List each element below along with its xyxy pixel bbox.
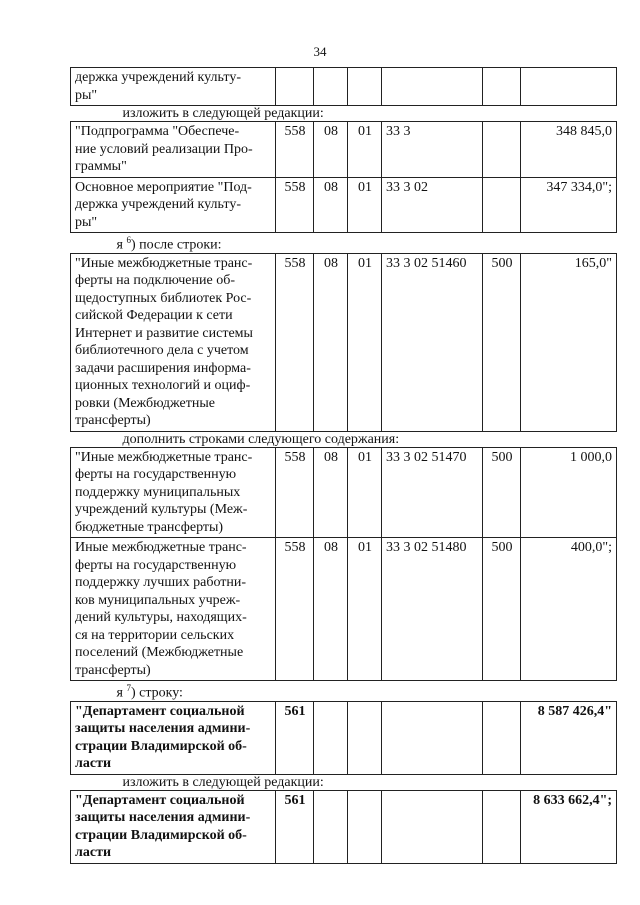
row-name-cell: "Департамент социальной защиты населения админи- страции Владимирской об- ласти xyxy=(71,790,276,863)
sum-cell: 400,0"; xyxy=(521,538,617,681)
pr-cell xyxy=(348,68,382,106)
instruction-text: изложить в следующей редакции: xyxy=(122,774,324,790)
pr-cell: 01 xyxy=(348,122,382,178)
instruction-line xyxy=(71,774,617,790)
instruction-text: я $^6$) после строки: xyxy=(116,235,222,253)
rz-cell: 08 xyxy=(314,538,348,681)
row-name-cell: "Иные межбюджетные транс- ферты на государственную поддержку муниципальных учреждений культуры (Меж- бюджетные трансферты) xyxy=(71,447,276,538)
rz-cell: 08 xyxy=(314,122,348,178)
pr-cell: 01 xyxy=(348,538,382,681)
csr-cell: 33 3 02 51460 xyxy=(382,253,483,431)
sum-cell: 8 587 426,4" xyxy=(521,701,617,774)
pr-cell: 01 xyxy=(348,177,382,233)
instruction-text: изложить в следующей редакции: xyxy=(122,106,324,121)
gr-cell: 561 xyxy=(276,701,314,774)
vr-cell: 500 xyxy=(483,253,521,431)
gr-cell: 558 xyxy=(276,538,314,681)
csr-cell: 33 3 02 xyxy=(382,177,483,233)
sum-cell xyxy=(521,68,617,106)
rz-cell: 08 xyxy=(314,177,348,233)
vr-cell xyxy=(483,177,521,233)
instruction-line xyxy=(71,233,617,254)
rz-cell: 08 xyxy=(314,447,348,538)
rz-cell xyxy=(314,790,348,863)
vr-cell: 500 xyxy=(483,538,521,681)
table-row xyxy=(71,122,617,178)
instruction-line xyxy=(71,431,617,447)
gr-cell: 561 xyxy=(276,790,314,863)
page-number: 34 xyxy=(313,44,327,59)
table-row xyxy=(71,701,617,774)
csr-cell xyxy=(382,701,483,774)
pr-cell xyxy=(348,701,382,774)
csr-cell: 33 3 02 51480 xyxy=(382,538,483,681)
gr-cell xyxy=(276,68,314,106)
pr-cell: 01 xyxy=(348,253,382,431)
instruction-text: я $^7$) строку: xyxy=(116,683,183,701)
csr-cell: 33 3 02 51470 xyxy=(382,447,483,538)
row-name-cell: Основное мероприятие "Под- держка учреждений культу- ры" xyxy=(71,177,276,233)
rz-cell xyxy=(314,701,348,774)
row-name-cell: Иные межбюджетные транс- ферты на государственную поддержку лучших работни- ков муниципальных учреж- дений культуры, находящих- ся на территории сельских поселений (Межбюджетные трансферты) xyxy=(71,538,276,681)
gr-cell: 558 xyxy=(276,253,314,431)
table-row xyxy=(71,177,617,233)
instruction-line xyxy=(71,106,617,122)
row-name-cell: держка учреждений культу- ры" xyxy=(71,68,276,106)
rz-cell: 08 xyxy=(314,253,348,431)
instruction-line xyxy=(71,681,617,702)
table-row xyxy=(71,538,617,681)
csr-cell xyxy=(382,790,483,863)
budget-table xyxy=(70,67,617,864)
gr-cell: 558 xyxy=(276,447,314,538)
row-name-cell: "Подпрограмма "Обеспече- ние условий реализации Про- граммы" xyxy=(71,122,276,178)
table-row xyxy=(71,790,617,863)
gr-cell: 558 xyxy=(276,177,314,233)
pr-cell: 01 xyxy=(348,447,382,538)
vr-cell: 500 xyxy=(483,447,521,538)
sum-cell: 347 334,0"; xyxy=(521,177,617,233)
vr-cell xyxy=(483,790,521,863)
sum-cell: 8 633 662,4"; xyxy=(521,790,617,863)
vr-cell xyxy=(483,701,521,774)
sum-cell: 348 845,0 xyxy=(521,122,617,178)
csr-cell: 33 3 xyxy=(382,122,483,178)
row-name-cell: "Департамент социальной защиты населения админи- страции Владимирской об- ласти xyxy=(71,701,276,774)
table-row xyxy=(71,253,617,431)
row-name-cell: "Иные межбюджетные транс- ферты на подключение об- щедоступных библиотек Рос- сийской Федерации к сети Интернет и развитие системы библиотечного дела с учетом задачи расширения информа- ционных технологий и оциф- ровки (Межбюджетные трансферты) xyxy=(71,253,276,431)
table-row xyxy=(71,447,617,538)
pr-cell xyxy=(348,790,382,863)
instruction-text: дополнить строками следующего содержания: xyxy=(122,431,400,447)
rz-cell xyxy=(314,68,348,106)
vr-cell xyxy=(483,68,521,106)
csr-cell xyxy=(382,68,483,106)
vr-cell xyxy=(483,122,521,178)
sum-cell: 1 000,0 xyxy=(521,447,617,538)
table-row xyxy=(71,68,617,106)
gr-cell: 558 xyxy=(276,122,314,178)
sum-cell: 165,0" xyxy=(521,253,617,431)
